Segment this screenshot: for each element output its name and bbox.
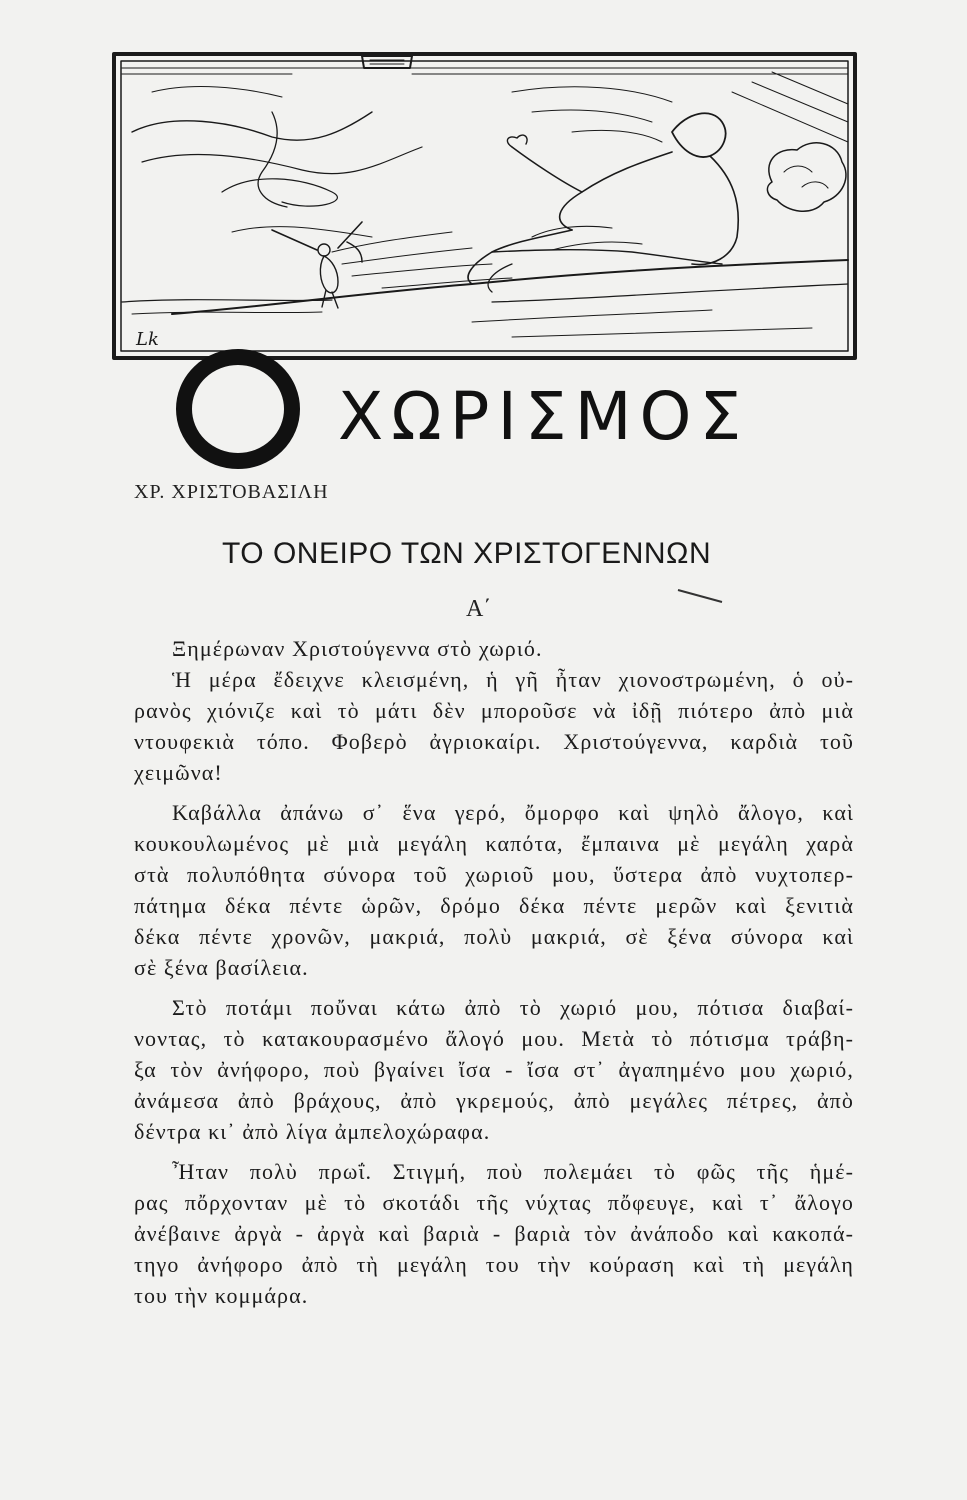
text-line: Ἡ μέρα ἔδειχνε κλεισμένη, ἡ γῆ ἦταν χιονοστρωμένη, ὁ οὐ- (172, 667, 854, 692)
section-marker: Α΄ (466, 596, 492, 622)
title-initial-o (172, 348, 304, 470)
text-line: ρανὸς χιόνιζε καὶ τὸ μάτι δὲν μποροῦσε νὰ ἰδῇ πιότερο ἀπὸ μιὰ (134, 698, 854, 723)
text-line: δέντρα κι᾽ ἀπὸ λίγα ἀμπελοχώραφα. (134, 1119, 491, 1144)
text-line: ἀνέβαινε ἀργὰ - ἀργὰ καὶ βαριὰ - βαριὰ τὸν ἀνάποδο καὶ κακοπά- (134, 1221, 854, 1246)
text-line: ρας πὄρχονταν μὲ τὸ σκοτάδι τῆς νύχτας πὄφευγε, καὶ τ᾽ ἄλογο (134, 1190, 854, 1215)
text-line: σὲ ξένα βασίλεια. (134, 955, 309, 980)
text-line: στὰ πολυπόθητα σύνορα τοῦ χωριοῦ μου, ὕστερα ἀπὸ νυχτοπερ- (134, 862, 854, 887)
main-title: ΧΩΡΙΣΜΟΣ (338, 378, 750, 455)
text-line: κουκουλωμένος μὲ μιὰ μεγάλη καπότα, ἔμπαινα μὲ μεγάλη χαρὰ (134, 831, 854, 856)
text-line: δέκα πέντε χρονῶν, μακριά, πολὺ μακριά, σὲ ξένα σύνορα καὶ (134, 924, 854, 949)
text-line: του τὴν κομμάρα. (134, 1283, 309, 1308)
text-line: Ξημέρωναν Χριστούγεννα στὸ χωριό. (172, 636, 543, 661)
author-name: ΧΡ. ΧΡΙΣΤΟΒΑΣΙΛΗ (134, 481, 329, 503)
decorative-stroke (676, 586, 726, 606)
text-line: πάτημα δέκα πέντε ὡρῶν, δρόμο δέκα πέντε μερῶν καὶ ξενιτιὰ (134, 893, 854, 918)
text-line: ντουφεκιὰ τόπο. Φοβερὸ ἀγριοκαίρι. Χριστούγεννα, καρδιὰ τοῦ (134, 729, 854, 754)
text-line: Ἦταν πολὺ πρωΐ. Στιγμή, ποὺ πολεμάει τὸ φῶς τῆς ἡμέ- (172, 1159, 854, 1184)
text-line: Στὸ ποτάμι ποὔναι κάτω ἀπὸ τὸ χωριό μου, πότισα διαβαί- (172, 995, 854, 1020)
story-title: ΤΟ ΟΝΕΙΡΟ ΤΩΝ ΧΡΙΣΤΟΓΕΝΝΩΝ (222, 537, 712, 570)
text-line: νοντας, τὸ κατακουρασμένο ἄλογό μου. Μετὰ τὸ πότισμα τράβη- (134, 1026, 854, 1051)
text-line: Καβάλλα ἀπάνω σ᾽ ἕνα γερό, ὄμορφο καὶ ψηλὸ ἄλογο, καὶ (172, 800, 854, 825)
story-body (134, 633, 854, 1311)
text-line: ξα τὸν ἀνήφορο, ποὺ βγαίνει ἴσα - ἴσα στ᾽ ἀγαπημένο μου χωριό, (134, 1057, 854, 1082)
header-illustration (112, 52, 857, 362)
text-line: χειμῶνα! (134, 760, 223, 785)
text-line: τηγο ἀνήφορο ἀπὸ τὴ μεγάλη του τὴν κούραση καὶ τὴ μεγάλη (134, 1252, 854, 1277)
illustration-signature: Lk (136, 329, 159, 350)
text-line: ἀνάμεσα ἀπὸ βράχους, ἀπὸ γκρεμούς, ἀπὸ μεγάλες πέτρες, ἀπὸ (134, 1088, 854, 1113)
